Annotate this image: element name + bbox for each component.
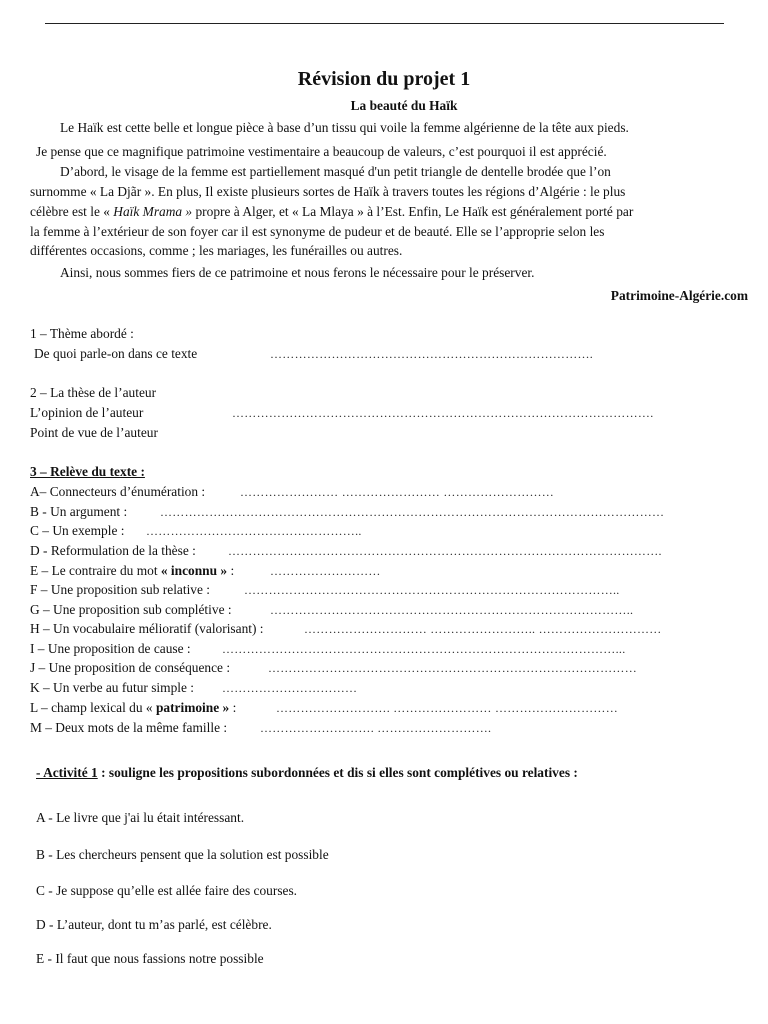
top-rule xyxy=(45,23,724,24)
q3-item-j-dots[interactable]: ……………………………………………………………………………… xyxy=(268,661,637,675)
q3-item-e-dots[interactable]: ……………………… xyxy=(270,564,381,578)
q3-item-h: H – Un vocabulaire mélioratif (valorisant) : xyxy=(30,621,264,636)
q3-item-i: I – Une proposition de cause : xyxy=(30,641,191,656)
q2-sub-opinion: L’opinion de l’auteur xyxy=(30,405,144,420)
source-credit: Patrimoine-Algérie.com xyxy=(610,288,748,303)
q3-item-h-dots[interactable]: ………………………… …………………….. ………………………… xyxy=(304,622,662,636)
q3-item-k: K – Un verbe au futur simple : xyxy=(30,680,194,695)
q3-item-m-dots[interactable]: ………………………. ………………………. xyxy=(260,721,492,735)
page-title: Révision du projet 1 xyxy=(297,68,471,90)
text-line-5: célèbre est le « Haïk Mrama » propre à Alger, et « La Mlaya » à l’Est. Enfin, Le Haïk est généralement porté par xyxy=(30,204,634,219)
q3-item-i-dots[interactable]: ……………………………………………………………………………………... xyxy=(222,642,626,656)
text-line-1: Le Haïk est cette belle et longue pièce à base d’un tissu qui voile la femme algérienne de la tête aux pieds. xyxy=(60,120,629,135)
text-line-2: Je pense que ce magnifique patrimoine vestimentaire a beaucoup de valeurs, c’est pourquoi il est apprécié. xyxy=(36,144,607,159)
q2-sub-point-de-vue: Point de vue de l’auteur xyxy=(30,425,158,440)
q1-label: 1 – Thème abordé : xyxy=(30,326,134,341)
q3-item-l-dots[interactable]: ………………………. …………………… ………………………… xyxy=(276,701,618,715)
q3-item-e: E – Le contraire du mot « inconnu » : xyxy=(30,563,235,578)
q3-item-c: C – Un exemple : xyxy=(30,523,125,538)
q3-item-k-dots[interactable]: …………………………… xyxy=(222,681,358,695)
q3-item-a-dots[interactable]: …………………… …………………… ……………………… xyxy=(240,485,555,499)
q3-item-c-dots[interactable]: …………………………………………….. xyxy=(146,524,362,538)
text-line-3: D’abord, le visage de la femme est partiellement masqué d'un petit triangle de dentelle brodée que l’on xyxy=(60,164,611,179)
q2-label: 2 – La thèse de l’auteur xyxy=(30,385,157,400)
q3-item-g-dots[interactable]: …………………………………………………………………………….. xyxy=(270,603,634,617)
q3-item-f-dots[interactable]: ……………………………………………………………………………….. xyxy=(244,583,620,597)
q1-answer-dots[interactable]: ……………………………………………………………………. xyxy=(270,347,594,361)
text-line-6: la femme à l’extérieur de son foyer car il est synonyme de pudeur et de beauté. Elle se l’approprie selon les xyxy=(30,224,605,239)
activity-item-e: E - Il faut que nous fassions notre possible xyxy=(36,951,264,966)
text-line-4: surnomme « La Djãr ». En plus, Il existe plusieurs sortes de Haïk à travers toutes les régions d’Algérie : le plus xyxy=(30,184,626,199)
q3-item-l: L – champ lexical du « patrimoine » : xyxy=(30,700,237,715)
q3-item-b: B - Un argument : xyxy=(30,504,128,519)
text-line-8: Ainsi, nous sommes fiers de ce patrimoine et nous ferons le nécessaire pour le préserver. xyxy=(60,265,535,280)
q1-sub: De quoi parle-on dans ce texte xyxy=(34,346,198,361)
q3-item-f: F – Une proposition sub relative : xyxy=(30,582,211,597)
activity-item-c: C - Je suppose qu’elle est allée faire des courses. xyxy=(36,883,298,898)
q3-item-j: J – Une proposition de conséquence : xyxy=(30,660,231,675)
q3-item-d: D - Reformulation de la thèse : xyxy=(30,543,196,558)
q3-item-b-dots[interactable]: …………………………………………………………………………………………………………… xyxy=(160,505,665,519)
activity-item-a: A - Le livre que j'ai lu était intéressant. xyxy=(36,810,245,825)
q2-answer-dots[interactable]: …………………………………………………………………………………………. xyxy=(232,406,654,420)
text-subtitle: La beauté du Haïk xyxy=(350,98,458,113)
q3-item-d-dots[interactable]: ……………………………………………………………………………………………. xyxy=(228,544,662,558)
q3-item-a: A– Connecteurs d’énumération : xyxy=(30,484,206,499)
q3-item-g: G – Une proposition sub complétive : xyxy=(30,602,232,617)
text-line-7: différentes occasions, comme ; les mariages, les funérailles ou autres. xyxy=(30,243,403,258)
activity-item-b: B - Les chercheurs pensent que la solution est possible xyxy=(36,847,329,862)
activity-item-d: D - L’auteur, dont tu m’as parlé, est célèbre. xyxy=(36,917,272,932)
q3-label: 3 – Relève du texte : xyxy=(30,464,145,479)
q3-item-m: M – Deux mots de la même famille : xyxy=(30,720,228,735)
activity-instruction: - Activité 1 : souligne les propositions subordonnées et dis si elles sont complétives ou relatives : xyxy=(36,765,578,780)
